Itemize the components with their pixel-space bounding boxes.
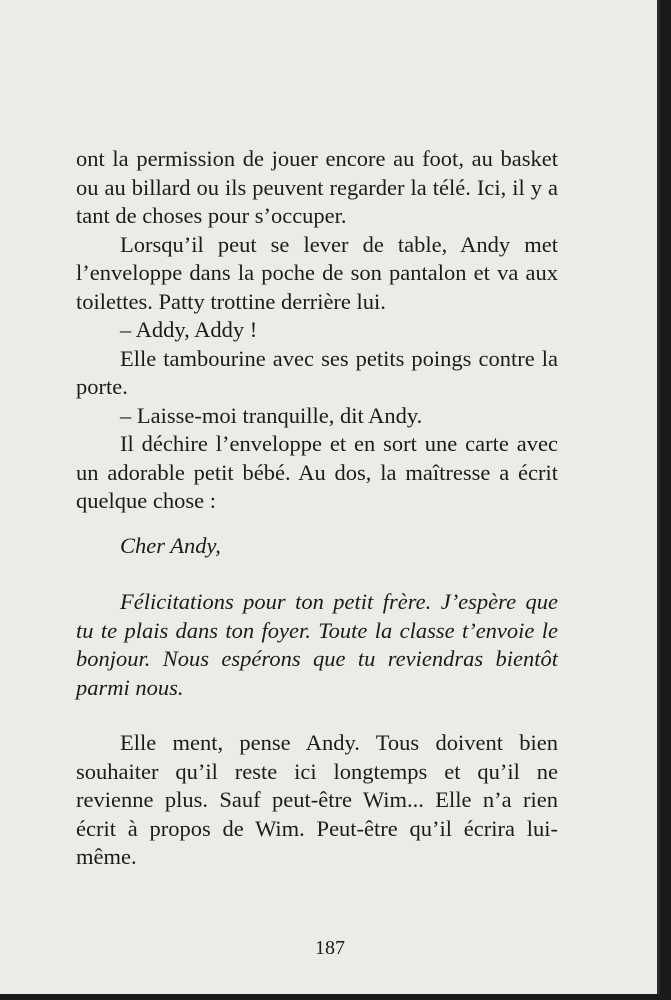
- paragraph: Elle ment, pense Andy. Tous doivent bien souhaiter qu’il reste ici longtemps et qu’il ne revienne plus. Sauf peut-être Wim... Elle n’a rien écrit à propos de Wim. Peut-être qu’il écrira lui-même.: [76, 730, 558, 869]
- paragraph: ont la permission de jouer encore au foot, au basket ou au billard ou ils peuvent regarder la télé. Ici, il y a tant de choses pour s’occuper.: [76, 146, 558, 228]
- paragraph: Il déchire l’enveloppe et en sort une carte avec un adorable petit bébé. Au dos, la maîtresse a écrit quelque chose :: [76, 431, 558, 513]
- letter-body-text: Félicitations pour ton petit frère. J’espère que tu te plais dans ton foyer. Toute la classe t’envoie le bonjour. Nous espérons que tu reviendras bientôt parmi nous.: [76, 589, 558, 700]
- dialogue-line: – Laisse-moi tranquille, dit Andy.: [120, 402, 423, 428]
- letter-body: [76, 588, 558, 702]
- salutation-text: Cher Andy,: [120, 533, 221, 558]
- dialogue-line: – Addy, Addy !: [120, 317, 258, 342]
- paragraph: Lorsqu’il peut se lever de table, Andy met l’enveloppe dans la poche de son pantalon et va aux toilettes. Patty trottine derrière lui.: [76, 231, 558, 314]
- page-number: 187: [315, 937, 345, 959]
- closing-text: [76, 729, 558, 872]
- main-text: [76, 145, 558, 516]
- paragraph: Elle tambourine avec ses petits poings contre la porte.: [76, 345, 558, 399]
- letter-salutation: [76, 532, 558, 561]
